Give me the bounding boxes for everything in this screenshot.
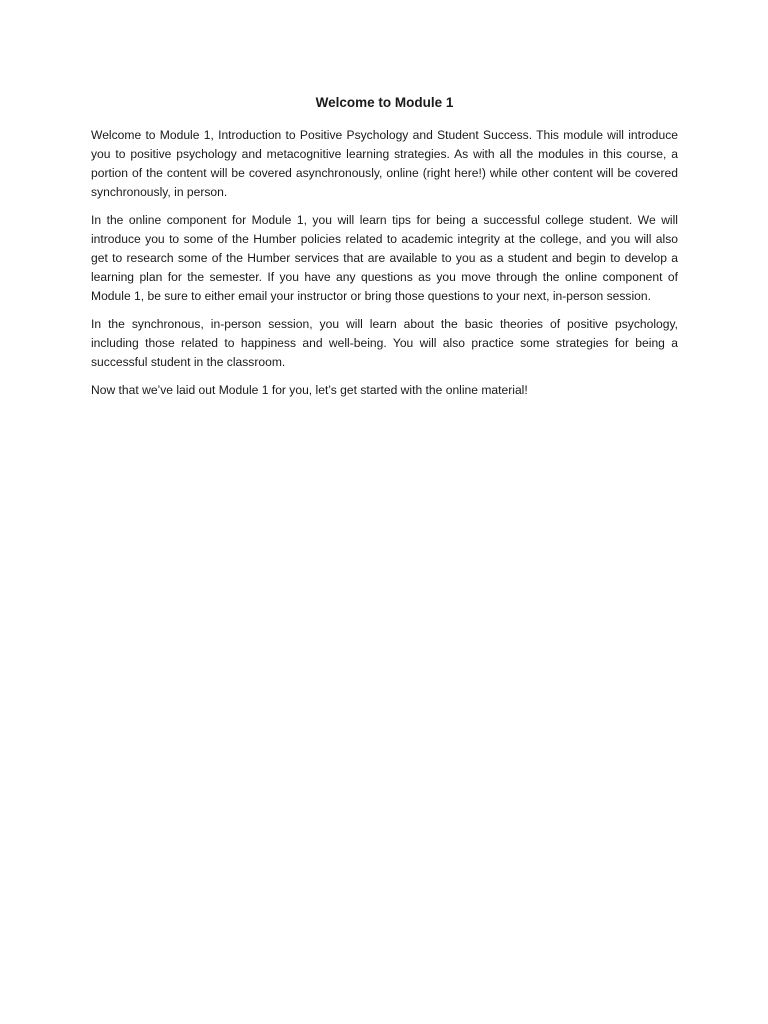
paragraph-closing: Now that we’ve laid out Module 1 for you, let’s get started with the online material! xyxy=(91,383,528,397)
document-body xyxy=(91,94,678,409)
page-title: Welcome to Module 1 xyxy=(315,95,454,110)
paragraph-online-component: In the online component for Module 1, you will learn tips for being a successful college student. We will introduce you to some of the Humber policies related to academic integrity at the college, and you will also get to research some of the Humber services that are available to you as a student and begin to develop a learning plan for the semester. If you have any questions as you move through the online component of Module 1, be sure to either email your instructor or bring those questions to your next, in-person session. xyxy=(91,213,678,303)
paragraph-synchronous-session: In the synchronous, in-person session, you will learn about the basic theories of positive psychology, including those related to happiness and well-being. You will also practice some strategies for being a successful student in the classroom. xyxy=(91,317,678,369)
paragraph-intro: Welcome to Module 1, Introduction to Positive Psychology and Student Success. This module will introduce you to positive psychology and metacognitive learning strategies. As with all the modules in this course, a portion of the content will be covered asynchronously, online (right here!) while other content will be covered synchronously, in person. xyxy=(91,128,678,199)
